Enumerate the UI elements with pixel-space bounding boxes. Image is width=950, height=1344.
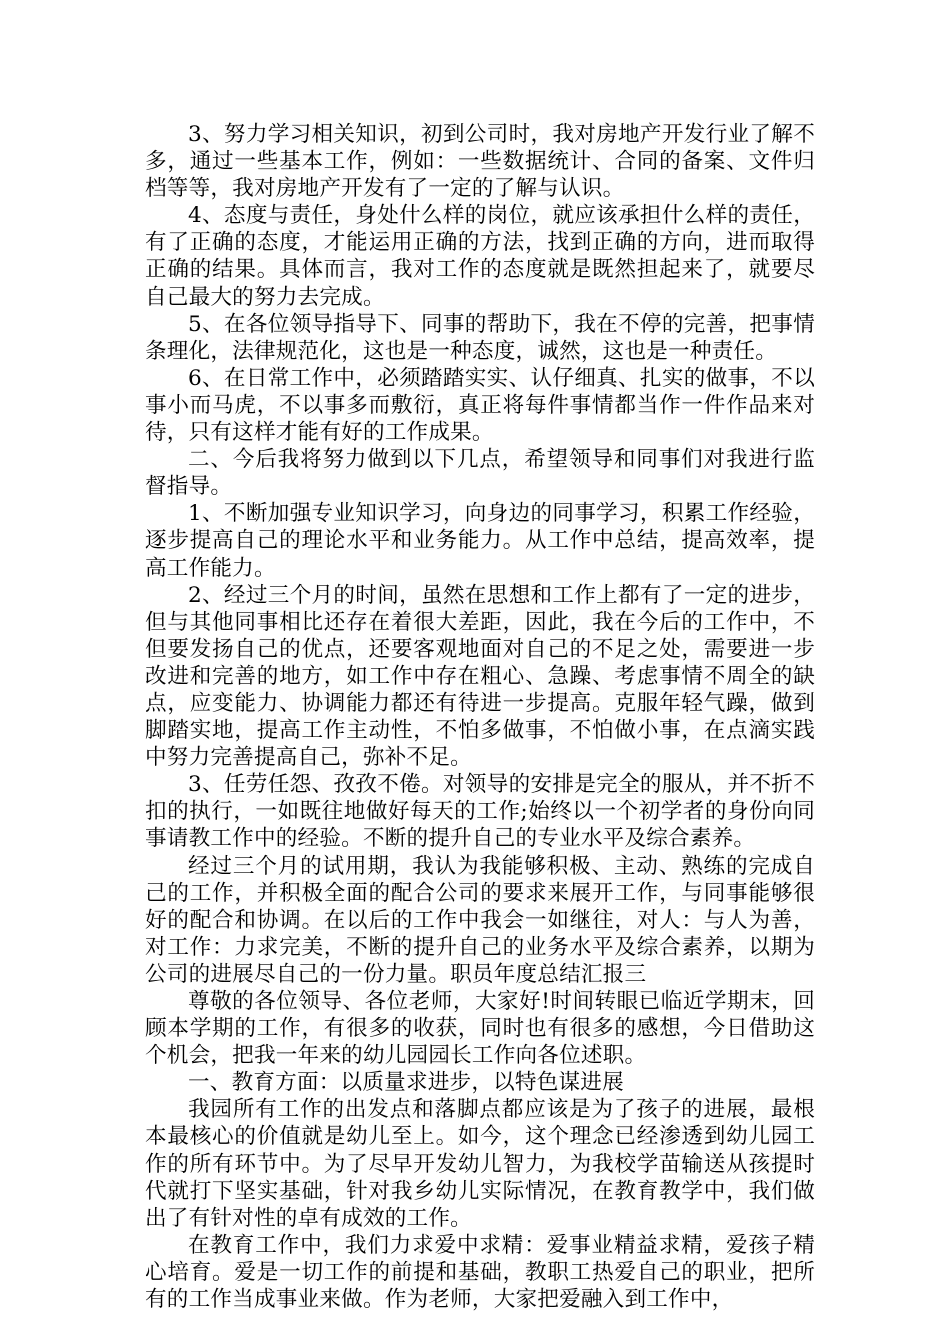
section-heading-future-plans: 二、今后我将努力做到以下几点，希望领导和同事们对我进行监督指导。 — [145, 447, 815, 500]
paragraph-conclusion: 经过三个月的试用期，我认为我能够积极、主动、熟练的完成自己的工作，并积极全面的配合公司的要求来展开工作，与同事能够很好的配合和协调。在以后的工作中我会一如继往，对人：与人为善，对工作：力求完美，不断的提升自己的业务水平及综合素养，以期为公司的进展尽自己的一份力量。职员年度总结汇报三 — [145, 853, 815, 987]
section-heading-education: 一、教育方面：以质量求进步，以特色谋进展 — [188, 1070, 624, 1096]
paragraph-work-item-6: 6、在日常工作中，必须踏踏实实、认仔细真、扎实的做事，不以事小而马虎，不以事多而敷衍，真正将每件事情都当作一件作品来对待，只有这样才能有好的工作成果。 — [145, 365, 815, 446]
paragraph-education-work: 在教育工作中，我们力求爱中求精：爱事业精益求精，爱孩子精心培育。爱是一切工作的前提和基础，教职工热爱自己的职业，把所有的工作当成事业来做。作为老师，大家把爱融入到工作中， — [145, 1232, 815, 1313]
paragraph-plan-item-1: 1、不断加强专业知识学习，向身边的同事学习，积累工作经验，逐步提高自己的理论水平和业务能力。从工作中总结，提高效率，提高工作能力。 — [145, 501, 815, 581]
paragraph-work-item-3: 3、努力学习相关知识，初到公司时，我对房地产开发行业了解不多，通过一些基本工作，例如：一些数据统计、合同的备案、文件归档等等，我对房地产开发有了一定的了解与认识。 — [145, 122, 815, 202]
paragraph-plan-item-2: 2、经过三个月的时间，虽然在思想和工作上都有了一定的进步，但与其他同事相比还存在着很大差距，因此，我在今后的工作中，不但要发扬自己的优点，还要客观地面对自己的不足之处，需要进一步改进和完善的地方，如工作中存在粗心、急躁、考虑事情不周全的缺点，应变能力、协调能力都还有待进一步提高。克服年轻气躁，做到脚踏实地，提高工作主动性，不怕多做事，不怕做小事，在点滴实践中努力完善提高自己，弥补不足。 — [145, 582, 815, 771]
document-page — [145, 121, 815, 1313]
paragraph-work-item-5: 5、在各位领导指导下、同事的帮助下，我在不停的完善，把事情条理化，法律规范化，这也是一种态度，诚然，这也是一种责任。 — [145, 311, 815, 364]
paragraph-greeting: 尊敬的各位领导、各位老师，大家好!时间转眼已临近学期末，回顾本学期的工作，有很多的收获，同时也有很多的感想，今日借助这个机会，把我一年来的幼儿园园长工作向各位述职。 — [145, 989, 815, 1069]
paragraph-plan-item-3: 3、任劳任怨、孜孜不倦。对领导的安排是完全的服从，并不折不扣的执行，一如既往地做好每天的工作;始终以一个初学者的身份向同事请教工作中的经验。不断的提升自己的专业水平及综合素养。 — [145, 772, 815, 852]
paragraph-work-item-4: 4、态度与责任，身处什么样的岗位，就应该承担什么样的责任，有了正确的态度，才能运用正确的方法，找到正确的方向，进而取得正确的结果。具体而言，我对工作的态度就是既然担起来了，就要尽自己最大的努力去完成。 — [145, 203, 815, 310]
paragraph-education-philosophy: 我园所有工作的出发点和落脚点都应该是为了孩子的进展，最根本最核心的价值就是幼儿至上。如今，这个理念已经渗透到幼儿园工作的所有环节中。为了尽早开发幼儿智力，为我校学苗输送从孩提时代就打下坚实基础，针对我乡幼儿实际情况，在教育教学中，我们做出了有针对性的卓有成效的工作。 — [145, 1097, 815, 1231]
